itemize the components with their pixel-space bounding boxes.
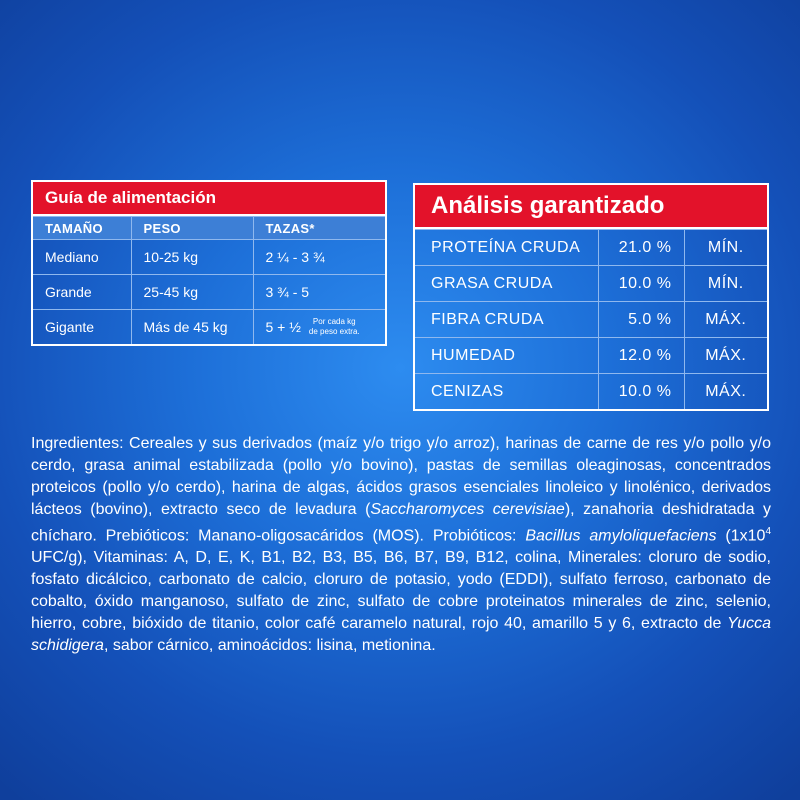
nutrient-limit: MÁX. (684, 374, 767, 410)
weight-cell: Más de 45 kg (131, 310, 253, 345)
table-row (33, 310, 385, 345)
guaranteed-analysis-table (413, 183, 769, 411)
weight-cell: 10-25 kg (131, 240, 253, 275)
cups-value: 5 + ½ (265, 319, 301, 335)
extra-weight-note (309, 317, 360, 337)
nutrient-name: GRASA CRUDA (415, 266, 598, 302)
size-cell: Grande (33, 275, 131, 310)
table-row (415, 338, 767, 374)
table-row (415, 266, 767, 302)
table-row (415, 230, 767, 266)
cups-cell (253, 310, 385, 345)
table-row (33, 275, 385, 310)
nutrient-name: HUMEDAD (415, 338, 598, 374)
analysis-grid (415, 229, 767, 409)
ingredients-species-name: Yucca schidigera (31, 615, 771, 655)
ingredients-superscript: 4 (765, 526, 772, 537)
size-cell: Gigante (33, 310, 131, 345)
nutrient-limit: MÁX. (684, 302, 767, 338)
header-size: TAMAÑO (33, 217, 131, 240)
table-row (415, 374, 767, 410)
extra-weight-note-line2: de peso extra. (308, 327, 360, 336)
feeding-guide-table (31, 180, 387, 346)
nutrient-name: PROTEÍNA CRUDA (415, 230, 598, 266)
analysis-title: Análisis garantizado (415, 185, 767, 229)
header-weight: PESO (131, 217, 253, 240)
nutrient-value: 10.0 % (598, 266, 684, 302)
size-cell: Mediano (33, 240, 131, 275)
nutrient-name: FIBRA CRUDA (415, 302, 598, 338)
ingredients-text: ), zanahoria deshidratada y chícharo. Prebióticos: Manano-oligosacáridos (MOS). Probióticos: (31, 501, 772, 545)
ingredients-species-name: Bacillus amyloliquefaciens (525, 527, 717, 545)
table-row (415, 302, 767, 338)
ingredients-text: , sabor cárnico, aminoácidos: lisina, metionina. (103, 637, 436, 655)
ingredients-paragraph (31, 433, 771, 657)
ingredients-text: UFC/g), Vitaminas: A, D, E, K, B1, B2, B3, B5, B6, B7, B9, B12, colina, Minerales: cloruro de sodio, fosfato dicálcico, carbonato de calcio, cloruro de potasio, yodo (EDDI), sulfato ferroso, carbonato de cobalto, óxido manganoso, sulfato de zinc, sulfato de cobre proteinatos minerales de zinc, selenio, hierro, cobre, bióxido de titanio, color café caramelo natural, rojo 40, amarillo 5 y 6, extracto de (31, 549, 771, 633)
nutrient-name: CENIZAS (415, 374, 598, 410)
nutrient-value: 12.0 % (598, 338, 684, 374)
table-row (33, 240, 385, 275)
feeding-guide-header-row (33, 217, 385, 240)
nutrient-value: 10.0 % (598, 374, 684, 410)
nutrient-limit: MÍN. (684, 266, 767, 302)
cups-cell: 2 ¼ - 3 ¾ (253, 240, 385, 275)
ingredients-text: Ingredientes: Cereales y sus derivados (maíz y/o trigo y/o arroz), harinas de carne de res y/o pollo y/o cerdo, grasa animal estabilizada (pollo y/o bovino), pastas de semillas oleaginosas, concentrados proteicos (pollo y/o cerdo), harina de algas, ácidos grasos esenciales linoleico y linolénico, derivados lácteos (bovino), extracto seco de levadura ( (31, 435, 771, 518)
feeding-guide-title: Guía de alimentación (33, 182, 385, 216)
feeding-guide-grid (33, 216, 385, 344)
ingredients-text: (1x10 (716, 527, 766, 545)
nutrient-limit: MÁX. (684, 338, 767, 374)
nutrient-value: 21.0 % (598, 230, 684, 266)
ingredients-species-name: Saccharomyces cerevisiae (370, 501, 565, 518)
header-cups: TAZAS* (253, 217, 385, 240)
cups-cell: 3 ¾ - 5 (253, 275, 385, 310)
nutrient-limit: MÍN. (684, 230, 767, 266)
weight-cell: 25-45 kg (131, 275, 253, 310)
extra-weight-note-line1: Por cada kg (312, 317, 356, 326)
nutrient-value: 5.0 % (598, 302, 684, 338)
